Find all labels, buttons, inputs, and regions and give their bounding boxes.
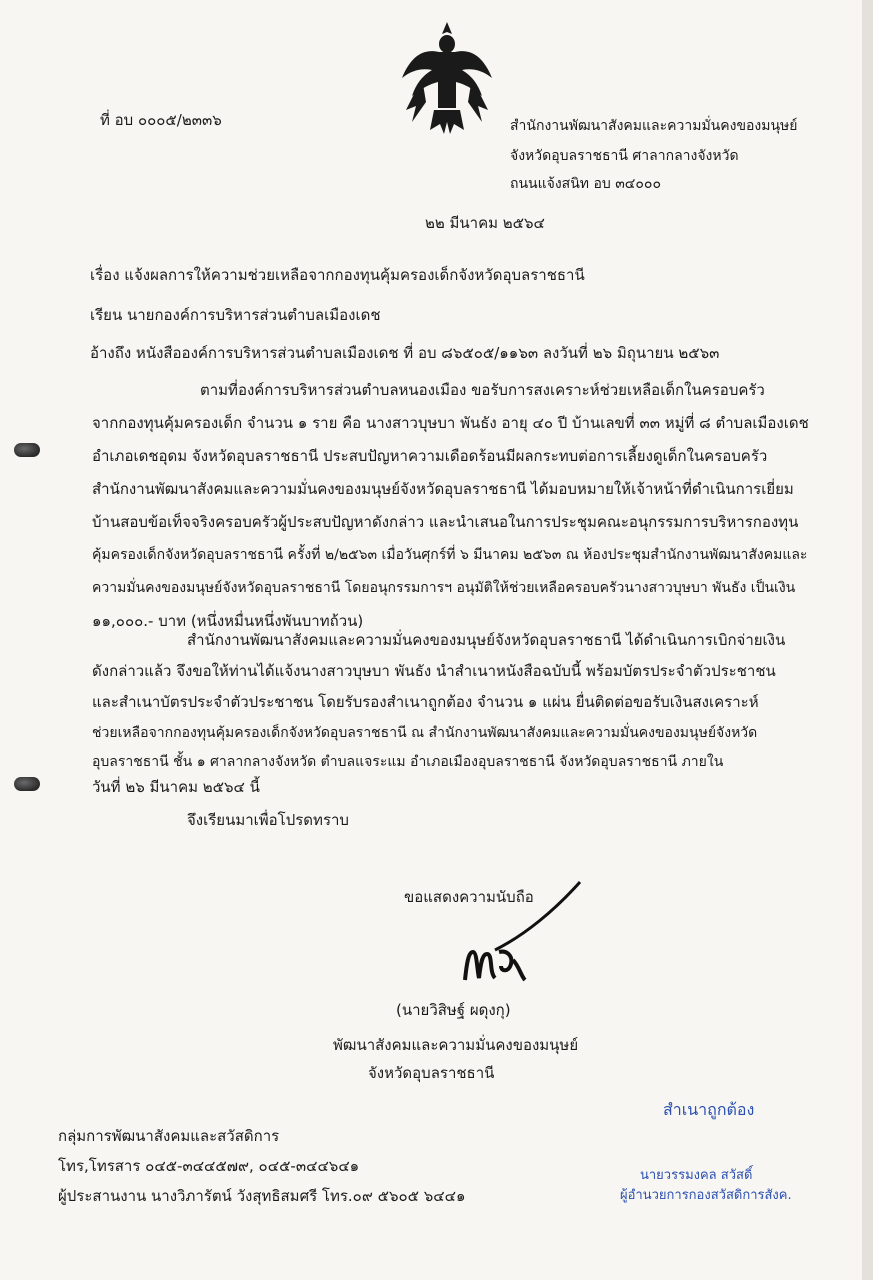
office-address-line-2: จังหวัดอุบลราชธานี ศาลากลางจังหวัด [510,148,739,164]
paragraph2-line: ช่วยเหลือจากกองทุนคุ้มครองเด็กจังหวัดอุบลราชธานี ณ สำนักงานพัฒนาสังคมและความมั่นคงของมนุษย์จังหวัด [92,725,758,741]
paragraph1-line: อำเภอเดชอุดม จังหวัดอุบลราชธานี ประสบปัญหาความเดือดร้อนมีผลกระทบต่อการเลี้ยงดูเด็กในครอบครัว [92,447,768,465]
paragraph2-line: ดังกล่าวแล้ว จึงขอให้ท่านได้แจ้งนางสาวบุษบา พันธัง นำสำเนาหนังสือฉบับนี้ พร้อมบัตรประจำตัวประชาชน [92,662,776,680]
paragraph1-line: ตามที่องค์การบริหารส่วนตำบลหนองเมือง ขอรับการสงเคราะห์ช่วยเหลือเด็กในครอบครัว [200,381,765,399]
office-address-line-1: สำนักงานพัฒนาสังคมและความมั่นคงของมนุษย์ [510,118,798,134]
paragraph2-line: สำนักงานพัฒนาสังคมและความมั่นคงของมนุษย์จังหวัดอุบลราชธานี ได้ดำเนินการเบิกจ่ายเงิน [187,631,786,649]
subject-line: เรื่อง แจ้งผลการให้ความช่วยเหลือจากกองทุนคุ้มครองเด็กจังหวัดอุบลราชธานี [90,266,585,284]
closing-request: จึงเรียนมาเพื่อโปรดทราบ [187,811,349,829]
signatory-position-line-2: จังหวัดอุบลราชธานี [368,1064,495,1082]
paragraph2-line: วันที่ ๒๖ มีนาคม ๒๕๖๔ นี้ [92,778,260,796]
reference-line: อ้างถึง หนังสือองค์การบริหารส่วนตำบลเมืองเดช ที่ อบ ๘๖๕๐๕/๑๑๖๓ ลงวันที่ ๒๖ มิถุนายน ๒๕๖๓ [90,344,720,362]
office-address-line-3: ถนนแจ้งสนิท อบ ๓๔๐๐๐ [510,176,662,192]
letter-date: ๒๒ มีนาคม ๒๕๖๔ [425,214,545,232]
footer-division: กลุ่มการพัฒนาสังคมและสวัสดิการ [58,1127,280,1145]
paragraph1-line: ความมั่นคงของมนุษย์จังหวัดอุบลราชธานี โดยอนุกรรมการฯ อนุมัติให้ช่วยเหลือครอบครัวนางสาวบุษบา พันธัง เป็นเงิน [92,580,796,596]
paragraph1-line: บ้านสอบข้อเท็จจริงครอบครัวผู้ประสบปัญหาดังกล่าว และนำเสนอในการประชุมคณะอนุกรรมการบริหารกองทุน [92,513,799,531]
handwritten-signature [455,880,605,990]
certifier-name: นายวรรมงคล สวัสดิ์ [640,1168,753,1183]
paragraph2-line: และสำเนาบัตรประจำตัวประชาชน โดยรับรองสำเนาถูกต้อง จำนวน ๑ แผ่น ยื่นติดต่อขอรับเงินสงเคราะห์ [92,693,759,711]
reference-number: ที่ อบ ๐๐๐๕/๒๓๓๖ [100,111,222,129]
footer-phone: โทร,โทรสาร ๐๔๕-๓๔๔๕๗๙, ๐๔๕-๓๔๔๖๔๑ [58,1157,360,1175]
certified-copy-label: สำเนาถูกต้อง [663,1100,755,1119]
paper-edge [862,0,873,1280]
paragraph1-line: คุ้มครองเด็กจังหวัดอุบลราชธานี ครั้งที่ ๒/๒๕๖๓ เมื่อวันศุกร์ที่ ๖ มีนาคม ๒๕๖๓ ณ ห้องประชุมสำนักงานพัฒนาสังคมและ [92,547,808,563]
garuda-emblem-icon [392,18,502,138]
binder-hole [14,777,40,791]
salutation-line: เรียน นายกองค์การบริหารส่วนตำบลเมืองเดช [90,306,381,324]
binder-hole [14,443,40,457]
footer-coordinator: ผู้ประสานงาน นางวิภารัตน์ วังสุทธิสมศรี โทร.๐๙ ๕๖๐๕ ๖๔๔๑ [58,1187,466,1205]
respect-closing: ขอแสดงความนับถือ [404,888,534,906]
paragraph2-line: อุบลราชธานี ชั้น ๑ ศาลากลางจังหวัด ตำบลแจระแม อำเภอเมืองอุบลราชธานี จังหวัดอุบลราชธานี ภายใน [92,754,724,770]
certifier-title: ผู้อำนวยการกองสวัสดิการสังค. [620,1188,792,1203]
paragraph1-line: ๑๑,๐๐๐.- บาท (หนึ่งหมื่นหนึ่งพันบาทถ้วน) [92,612,364,630]
signatory-position-line-1: พัฒนาสังคมและความมั่นคงของมนุษย์ [333,1036,579,1054]
paragraph1-line: จากกองทุนคุ้มครองเด็ก จำนวน ๑ ราย คือ นางสาวบุษบา พันธัง อายุ ๔๐ ปี บ้านเลขที่ ๓๓ หมู่ที่ ๘ ตำบลเมืองเดช [92,414,809,432]
paragraph1-line: สำนักงานพัฒนาสังคมและความมั่นคงของมนุษย์จังหวัดอุบลราชธานี ได้มอบหมายให้เจ้าหน้าที่ดำเนินการเยี่ยม [92,480,794,498]
signatory-name: (นายวิสิษฐ์ ผดุงกุ) [396,1001,511,1019]
